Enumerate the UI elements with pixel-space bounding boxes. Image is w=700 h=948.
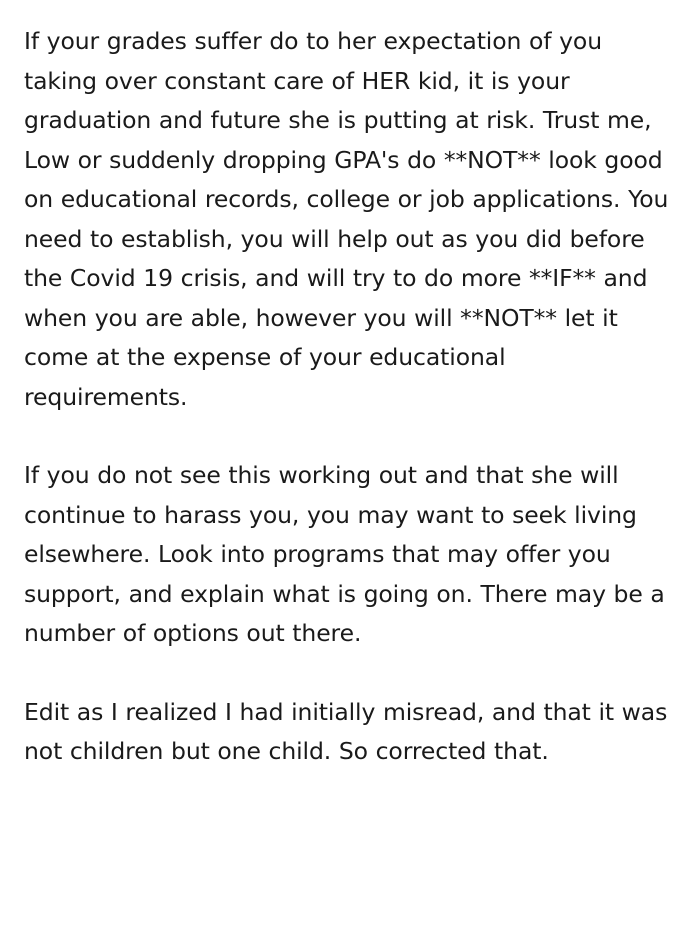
paragraph-2: If you do not see this working out and that she will continue to harass you, you may want to seek living elsewhere. Look into programs that may offer you support, and explain what is going on. There may be a number of options out there. — [24, 461, 673, 647]
paragraph-1: If your grades suffer do to her expectation of you taking over constant care of HER kid, it is your graduation and future she is putting at risk. Trust me, Low or suddenly dropping GPA's do **NOT** look good on educational records, college or job applications. You need to establish, you will help out as you did before the Covid 19 crisis, and will try to do more **IF** and when you are able, however you will **NOT** let it come at the expense of your educational requirements. — [24, 27, 676, 411]
paragraph-3: Edit as I realized I had initially misread, and that it was not children but one child. So corrected that. — [24, 697, 675, 765]
comment-body — [24, 22, 676, 772]
